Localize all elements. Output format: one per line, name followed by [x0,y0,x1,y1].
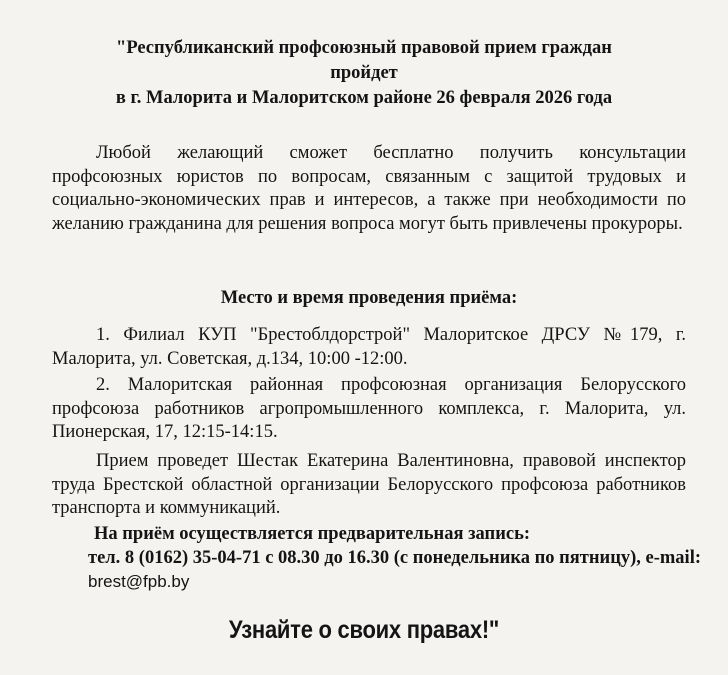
intro-paragraph: Любой желающий сможет бесплатно получить консультации профсоюзных юристов по вопросам, связанным с защитой трудовых и социально-экономических прав и интересов, а также при необходимости по желанию гражданина для решения вопроса могут быть привлечены прокуроры. [52,143,686,234]
booking-note: На приём осуществляется предварительная запись: [94,524,531,544]
title-line-3: в г. Малорита и Малоритском районе 26 февраля 2026 года [115,88,613,108]
closing-slogan: Узнайте о своих правах!" [228,616,500,644]
title-line-1: "Республиканский профсоюзный правовой прием граждан [116,38,612,58]
booking-email[interactable]: brest@fpb.by [88,572,190,591]
booking-contact [52,546,728,594]
locations-heading: Место и время проведения приёма: [220,288,518,308]
title-line-2: пройдет [330,63,398,83]
notice-title [60,36,668,111]
booking-phone: тел. 8 (0162) 35-04-71 с 08.30 до 16.30 (с понедельника по пятницу), e-mail: [88,548,702,568]
location-item-2: 2. Малоритская районная профсоюзная организация Белорусского профсоюза работников агропромышленного комплекса, г. Малорита, ул. Пионерская, 17, 12:15-14:15. [52,375,686,442]
host-paragraph: Прием проведет Шестак Екатерина Валентиновна, правовой инспектор труда Брестской областной организации Белорусского профсоюза работников транспорта и коммуникаций. [52,451,686,518]
location-item-1: 1. Филиал КУП "Брестоблдорстрой" Малоритское ДРСУ №179, г. Малорита, ул. Советская, д.134, 10:00 -12:00. [52,325,686,369]
